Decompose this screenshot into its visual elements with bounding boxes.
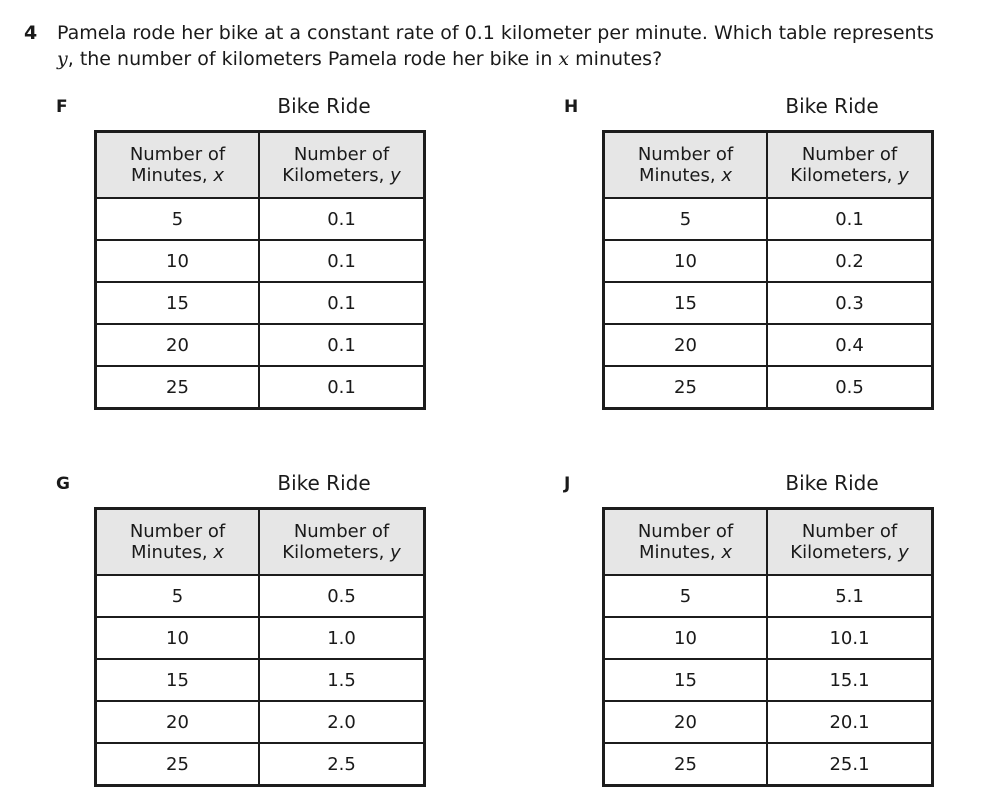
cell-minutes: 15	[604, 659, 768, 701]
table-row	[604, 617, 933, 659]
cell-kilometers: 0.1	[259, 282, 424, 324]
table-row	[96, 198, 425, 240]
question-text	[57, 20, 999, 72]
cell-minutes: 25	[604, 366, 768, 409]
cell-kilometers: 2.0	[259, 701, 424, 743]
cell-minutes: 5	[604, 575, 768, 617]
cell-minutes: 20	[96, 324, 260, 366]
cell-minutes: 20	[604, 324, 768, 366]
cell-minutes: 5	[96, 575, 260, 617]
header-kilometers: Number of Kilometers, y	[259, 509, 424, 576]
header-minutes: Number of Minutes, x	[604, 132, 768, 199]
table-row	[604, 701, 933, 743]
question-text-line1: Pamela rode her bike at a constant rate of 0.1 kilometer per minute. Which table represents	[57, 22, 934, 44]
cell-minutes: 5	[604, 198, 768, 240]
choice-j[interactable]	[564, 473, 934, 793]
question-var-y: y	[57, 48, 68, 70]
cell-minutes: 10	[96, 617, 260, 659]
table-row	[604, 743, 933, 786]
cell-kilometers: 0.3	[767, 282, 932, 324]
cell-kilometers: 20.1	[767, 701, 932, 743]
table-row	[96, 575, 425, 617]
cell-kilometers: 0.1	[259, 240, 424, 282]
question-number: 4	[24, 22, 38, 44]
header-kilometers: Number of Kilometers, y	[767, 132, 932, 199]
table-row	[604, 240, 933, 282]
choice-letter: G	[56, 474, 70, 494]
table-title: Bike Ride	[277, 94, 371, 118]
table-row	[96, 659, 425, 701]
cell-kilometers: 15.1	[767, 659, 932, 701]
header-minutes: Number of Minutes, x	[604, 509, 768, 576]
header-minutes: Number of Minutes, x	[96, 132, 260, 199]
table-row	[96, 743, 425, 786]
cell-minutes: 20	[604, 701, 768, 743]
table-header-row	[96, 509, 425, 576]
cell-kilometers: 0.2	[767, 240, 932, 282]
cell-kilometers: 25.1	[767, 743, 932, 786]
bike-ride-table	[94, 130, 426, 410]
cell-kilometers: 0.4	[767, 324, 932, 366]
question-text-line2b: minutes?	[569, 48, 663, 70]
header-kilometers: Number of Kilometers, y	[767, 509, 932, 576]
header-kilometers: Number of Kilometers, y	[259, 132, 424, 199]
cell-minutes: 20	[96, 701, 260, 743]
table-row	[96, 282, 425, 324]
cell-kilometers: 5.1	[767, 575, 932, 617]
choice-letter: J	[564, 474, 571, 494]
cell-kilometers: 10.1	[767, 617, 932, 659]
table-header-row	[604, 509, 933, 576]
table-row	[604, 366, 933, 409]
table-row	[604, 282, 933, 324]
table-row	[96, 366, 425, 409]
bike-ride-table	[94, 507, 426, 787]
question-block	[24, 20, 999, 72]
cell-minutes: 10	[604, 240, 768, 282]
table-row	[96, 701, 425, 743]
cell-minutes: 15	[96, 659, 260, 701]
cell-minutes: 25	[604, 743, 768, 786]
cell-minutes: 10	[604, 617, 768, 659]
cell-minutes: 5	[96, 198, 260, 240]
table-row	[96, 617, 425, 659]
cell-minutes: 25	[96, 366, 260, 409]
cell-kilometers: 0.5	[767, 366, 932, 409]
cell-kilometers: 1.5	[259, 659, 424, 701]
choice-h[interactable]	[564, 96, 934, 416]
table-row	[96, 240, 425, 282]
cell-kilometers: 0.1	[259, 366, 424, 409]
choice-letter: H	[564, 97, 579, 117]
cell-minutes: 10	[96, 240, 260, 282]
cell-kilometers: 0.1	[259, 198, 424, 240]
table-header-row	[96, 132, 425, 199]
table-row	[604, 575, 933, 617]
question-text-line2a: , the number of kilometers Pamela rode her bike in	[67, 48, 559, 70]
cell-minutes: 25	[96, 743, 260, 786]
header-minutes: Number of Minutes, x	[96, 509, 260, 576]
cell-kilometers: 1.0	[259, 617, 424, 659]
choice-g[interactable]	[56, 473, 426, 793]
bike-ride-table	[602, 130, 934, 410]
cell-kilometers: 0.1	[767, 198, 932, 240]
choice-letter: F	[56, 97, 68, 117]
table-row	[604, 324, 933, 366]
table-row	[604, 659, 933, 701]
cell-kilometers: 2.5	[259, 743, 424, 786]
table-title: Bike Ride	[277, 471, 371, 495]
table-row	[96, 324, 425, 366]
table-header-row	[604, 132, 933, 199]
cell-kilometers: 0.1	[259, 324, 424, 366]
cell-minutes: 15	[604, 282, 768, 324]
cell-kilometers: 0.5	[259, 575, 424, 617]
table-title: Bike Ride	[785, 94, 879, 118]
choice-f[interactable]	[56, 96, 426, 416]
bike-ride-table	[602, 507, 934, 787]
question-var-x: x	[558, 48, 570, 70]
cell-minutes: 15	[96, 282, 260, 324]
table-row	[604, 198, 933, 240]
table-title: Bike Ride	[785, 471, 879, 495]
